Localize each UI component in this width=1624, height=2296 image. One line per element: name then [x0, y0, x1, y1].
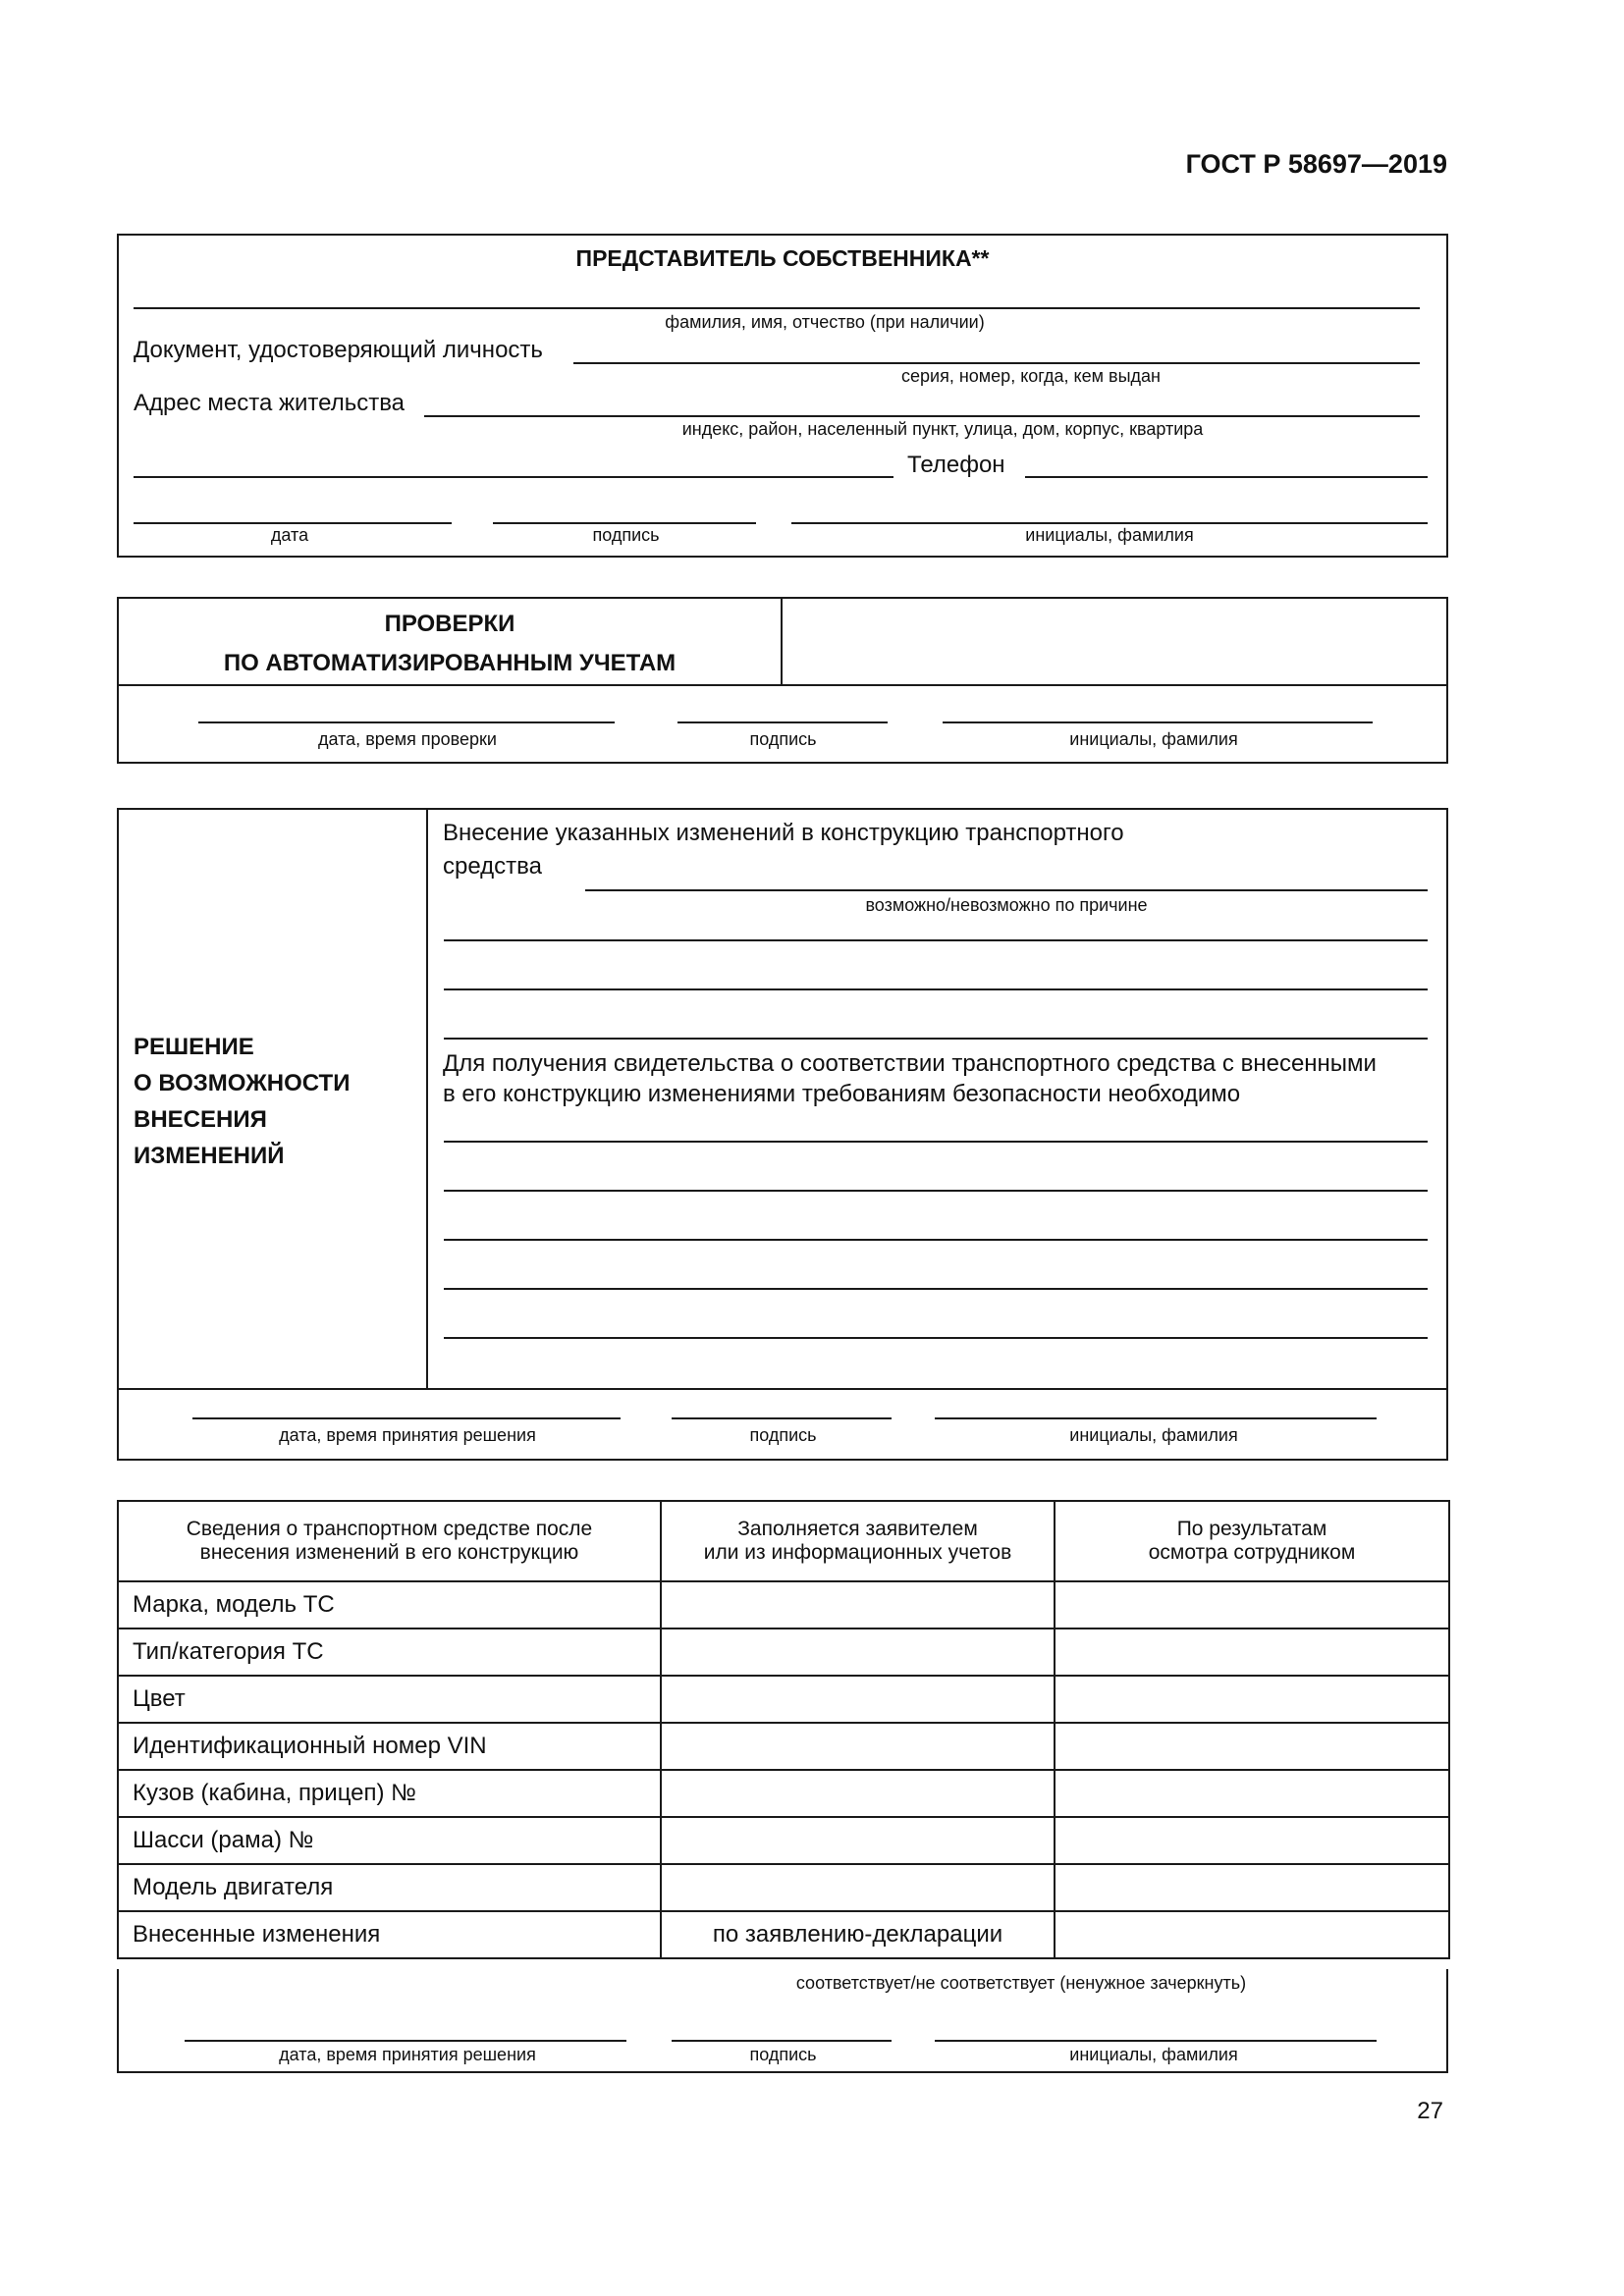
header-inspector-line1: По результатам	[1176, 1518, 1327, 1540]
address-label: Адрес места жительства	[134, 390, 406, 416]
table-row	[118, 1629, 1449, 1676]
inspector-cell[interactable]	[1055, 1864, 1449, 1911]
reason-field[interactable]	[585, 889, 1428, 891]
final-date-caption: дата, время принятия решения	[279, 2045, 536, 2064]
decision-name-field[interactable]	[935, 1417, 1377, 1419]
header-vehicle-info-line1: Сведения о транспортном средстве после	[186, 1518, 593, 1540]
applicant-cell[interactable]	[661, 1817, 1055, 1864]
decision-title-line1: РЕШЕНИЕ	[134, 1034, 254, 1060]
check-date-field[interactable]	[198, 721, 615, 723]
inspector-cell[interactable]	[1055, 1817, 1449, 1864]
check-name-caption: инициалы, фамилия	[1069, 729, 1238, 749]
checks-title	[119, 605, 781, 683]
check-signature-caption: подпись	[749, 729, 817, 749]
extra-field[interactable]	[134, 476, 893, 478]
requirement-line-2[interactable]	[444, 1190, 1428, 1192]
decision-text2-line1: Для получения свидетельства о соответствии транспортного средства с внесенными	[443, 1050, 1377, 1077]
requirement-line-1[interactable]	[444, 1141, 1428, 1143]
name-field[interactable]	[791, 522, 1428, 524]
final-name-field[interactable]	[935, 2040, 1377, 2042]
row-label: Модель двигателя	[118, 1864, 661, 1911]
reason-line-3[interactable]	[444, 988, 1428, 990]
vehicle-info-table	[117, 1500, 1450, 1959]
inspector-cell[interactable]	[1055, 1911, 1449, 1958]
decision-row-divider	[117, 1388, 1448, 1390]
decision-divider	[426, 808, 428, 1389]
decision-name-caption: инициалы, фамилия	[1069, 1425, 1238, 1445]
header-applicant	[661, 1501, 1055, 1581]
final-name-caption: инициалы, фамилия	[1069, 2045, 1238, 2064]
table-row	[118, 1723, 1449, 1770]
row-label: Кузов (кабина, прицеп) №	[118, 1770, 661, 1817]
signature-field[interactable]	[493, 522, 756, 524]
applicant-cell[interactable]	[661, 1581, 1055, 1629]
decision-date-caption: дата, время принятия решения	[279, 1425, 536, 1445]
date-caption: дата	[270, 525, 309, 545]
reason-line-2[interactable]	[444, 939, 1428, 941]
page-number: 27	[1417, 2098, 1443, 2124]
final-signature-caption: подпись	[749, 2045, 817, 2064]
compliance-caption: соответствует/не соответствует (ненужное зачеркнуть)	[795, 1973, 1247, 1993]
checks-title-line1: ПРОВЕРКИ	[384, 611, 515, 637]
fio-field[interactable]	[134, 307, 1420, 309]
signature-caption: подпись	[592, 525, 660, 545]
date-field[interactable]	[134, 522, 452, 524]
checks-result-field[interactable]	[783, 599, 1446, 683]
header-vehicle-info	[118, 1501, 661, 1581]
row-label: Марка, модель ТС	[118, 1581, 661, 1629]
applicant-cell[interactable]	[661, 1676, 1055, 1723]
final-date-field[interactable]	[185, 2040, 626, 2042]
phone-label: Телефон	[907, 452, 1005, 478]
applicant-cell[interactable]	[661, 1629, 1055, 1676]
decision-signature-caption: подпись	[749, 1425, 817, 1445]
requirement-line-4[interactable]	[444, 1288, 1428, 1290]
checks-row-divider	[117, 684, 1448, 686]
row-label: Шасси (рама) №	[118, 1817, 661, 1864]
final-signature-field[interactable]	[672, 2040, 892, 2042]
address-caption: индекс, район, населенный пункт, улица, дом, корпус, квартира	[681, 419, 1204, 439]
decision-title	[134, 1029, 418, 1174]
name-caption: инициалы, фамилия	[1025, 525, 1194, 545]
id-doc-label: Документ, удостоверяющий личность	[134, 337, 543, 363]
decision-text1-line2: средства	[443, 853, 542, 880]
fio-caption: фамилия, имя, отчество (при наличии)	[665, 312, 985, 332]
inspector-cell[interactable]	[1055, 1629, 1449, 1676]
table-row	[118, 1581, 1449, 1629]
header-inspector-line2: осмотра сотрудником	[1148, 1541, 1356, 1564]
requirement-line-3[interactable]	[444, 1239, 1428, 1241]
header-applicant-line1: Заполняется заявителем	[737, 1518, 978, 1540]
row-label: Цвет	[118, 1676, 661, 1723]
decision-text1-line1: Внесение указанных изменений в конструкцию транспортного	[443, 820, 1124, 846]
checks-title-line2: ПО АВТОМАТИЗИРОВАННЫМ УЧЕТАМ	[223, 650, 677, 676]
table-row	[118, 1770, 1449, 1817]
decision-date-field[interactable]	[192, 1417, 621, 1419]
header-vehicle-info-line2: внесения изменений в его конструкцию	[199, 1541, 579, 1564]
requirement-line-5[interactable]	[444, 1337, 1428, 1339]
table-row	[118, 1864, 1449, 1911]
row-label: Идентификационный номер VIN	[118, 1723, 661, 1770]
applicant-cell[interactable]	[661, 1770, 1055, 1817]
applicant-cell[interactable]	[661, 1723, 1055, 1770]
check-name-field[interactable]	[943, 721, 1373, 723]
id-doc-field[interactable]	[573, 362, 1420, 364]
reason-line-4[interactable]	[444, 1038, 1428, 1040]
table-row	[118, 1817, 1449, 1864]
owner-rep-title: ПРЕДСТАВИТЕЛЬ СОБСТВЕННИКА**	[575, 245, 990, 271]
applicant-cell[interactable]: по заявлению-декларации	[661, 1911, 1055, 1958]
decision-text2-line2: в его конструкцию изменениями требованиям безопасности необходимо	[443, 1081, 1241, 1107]
table-header-row	[118, 1501, 1449, 1581]
document-code: ГОСТ Р 58697—2019	[1185, 149, 1447, 179]
phone-field[interactable]	[1025, 476, 1428, 478]
row-label: Тип/категория ТС	[118, 1629, 661, 1676]
inspector-cell[interactable]	[1055, 1676, 1449, 1723]
inspector-cell[interactable]	[1055, 1581, 1449, 1629]
row-label: Внесенные изменения	[118, 1911, 661, 1958]
inspector-cell[interactable]	[1055, 1770, 1449, 1817]
header-inspector	[1055, 1501, 1449, 1581]
decision-title-line2: О ВОЗМОЖНОСТИ	[134, 1070, 351, 1096]
id-doc-caption: серия, номер, когда, кем выдан	[901, 366, 1161, 386]
applicant-cell[interactable]	[661, 1864, 1055, 1911]
address-field[interactable]	[424, 415, 1420, 417]
decision-title-line3: ВНЕСЕНИЯ	[134, 1106, 267, 1133]
table-row	[118, 1911, 1449, 1958]
table-row	[118, 1676, 1449, 1723]
header-applicant-line2: или из информационных учетов	[703, 1541, 1012, 1564]
reason-caption: возможно/невозможно по причине	[865, 895, 1148, 915]
check-signature-field[interactable]	[677, 721, 888, 723]
decision-title-line4: ИЗМЕНЕНИЙ	[134, 1143, 285, 1169]
decision-signature-field[interactable]	[672, 1417, 892, 1419]
check-date-caption: дата, время проверки	[318, 729, 497, 749]
inspector-cell[interactable]	[1055, 1723, 1449, 1770]
